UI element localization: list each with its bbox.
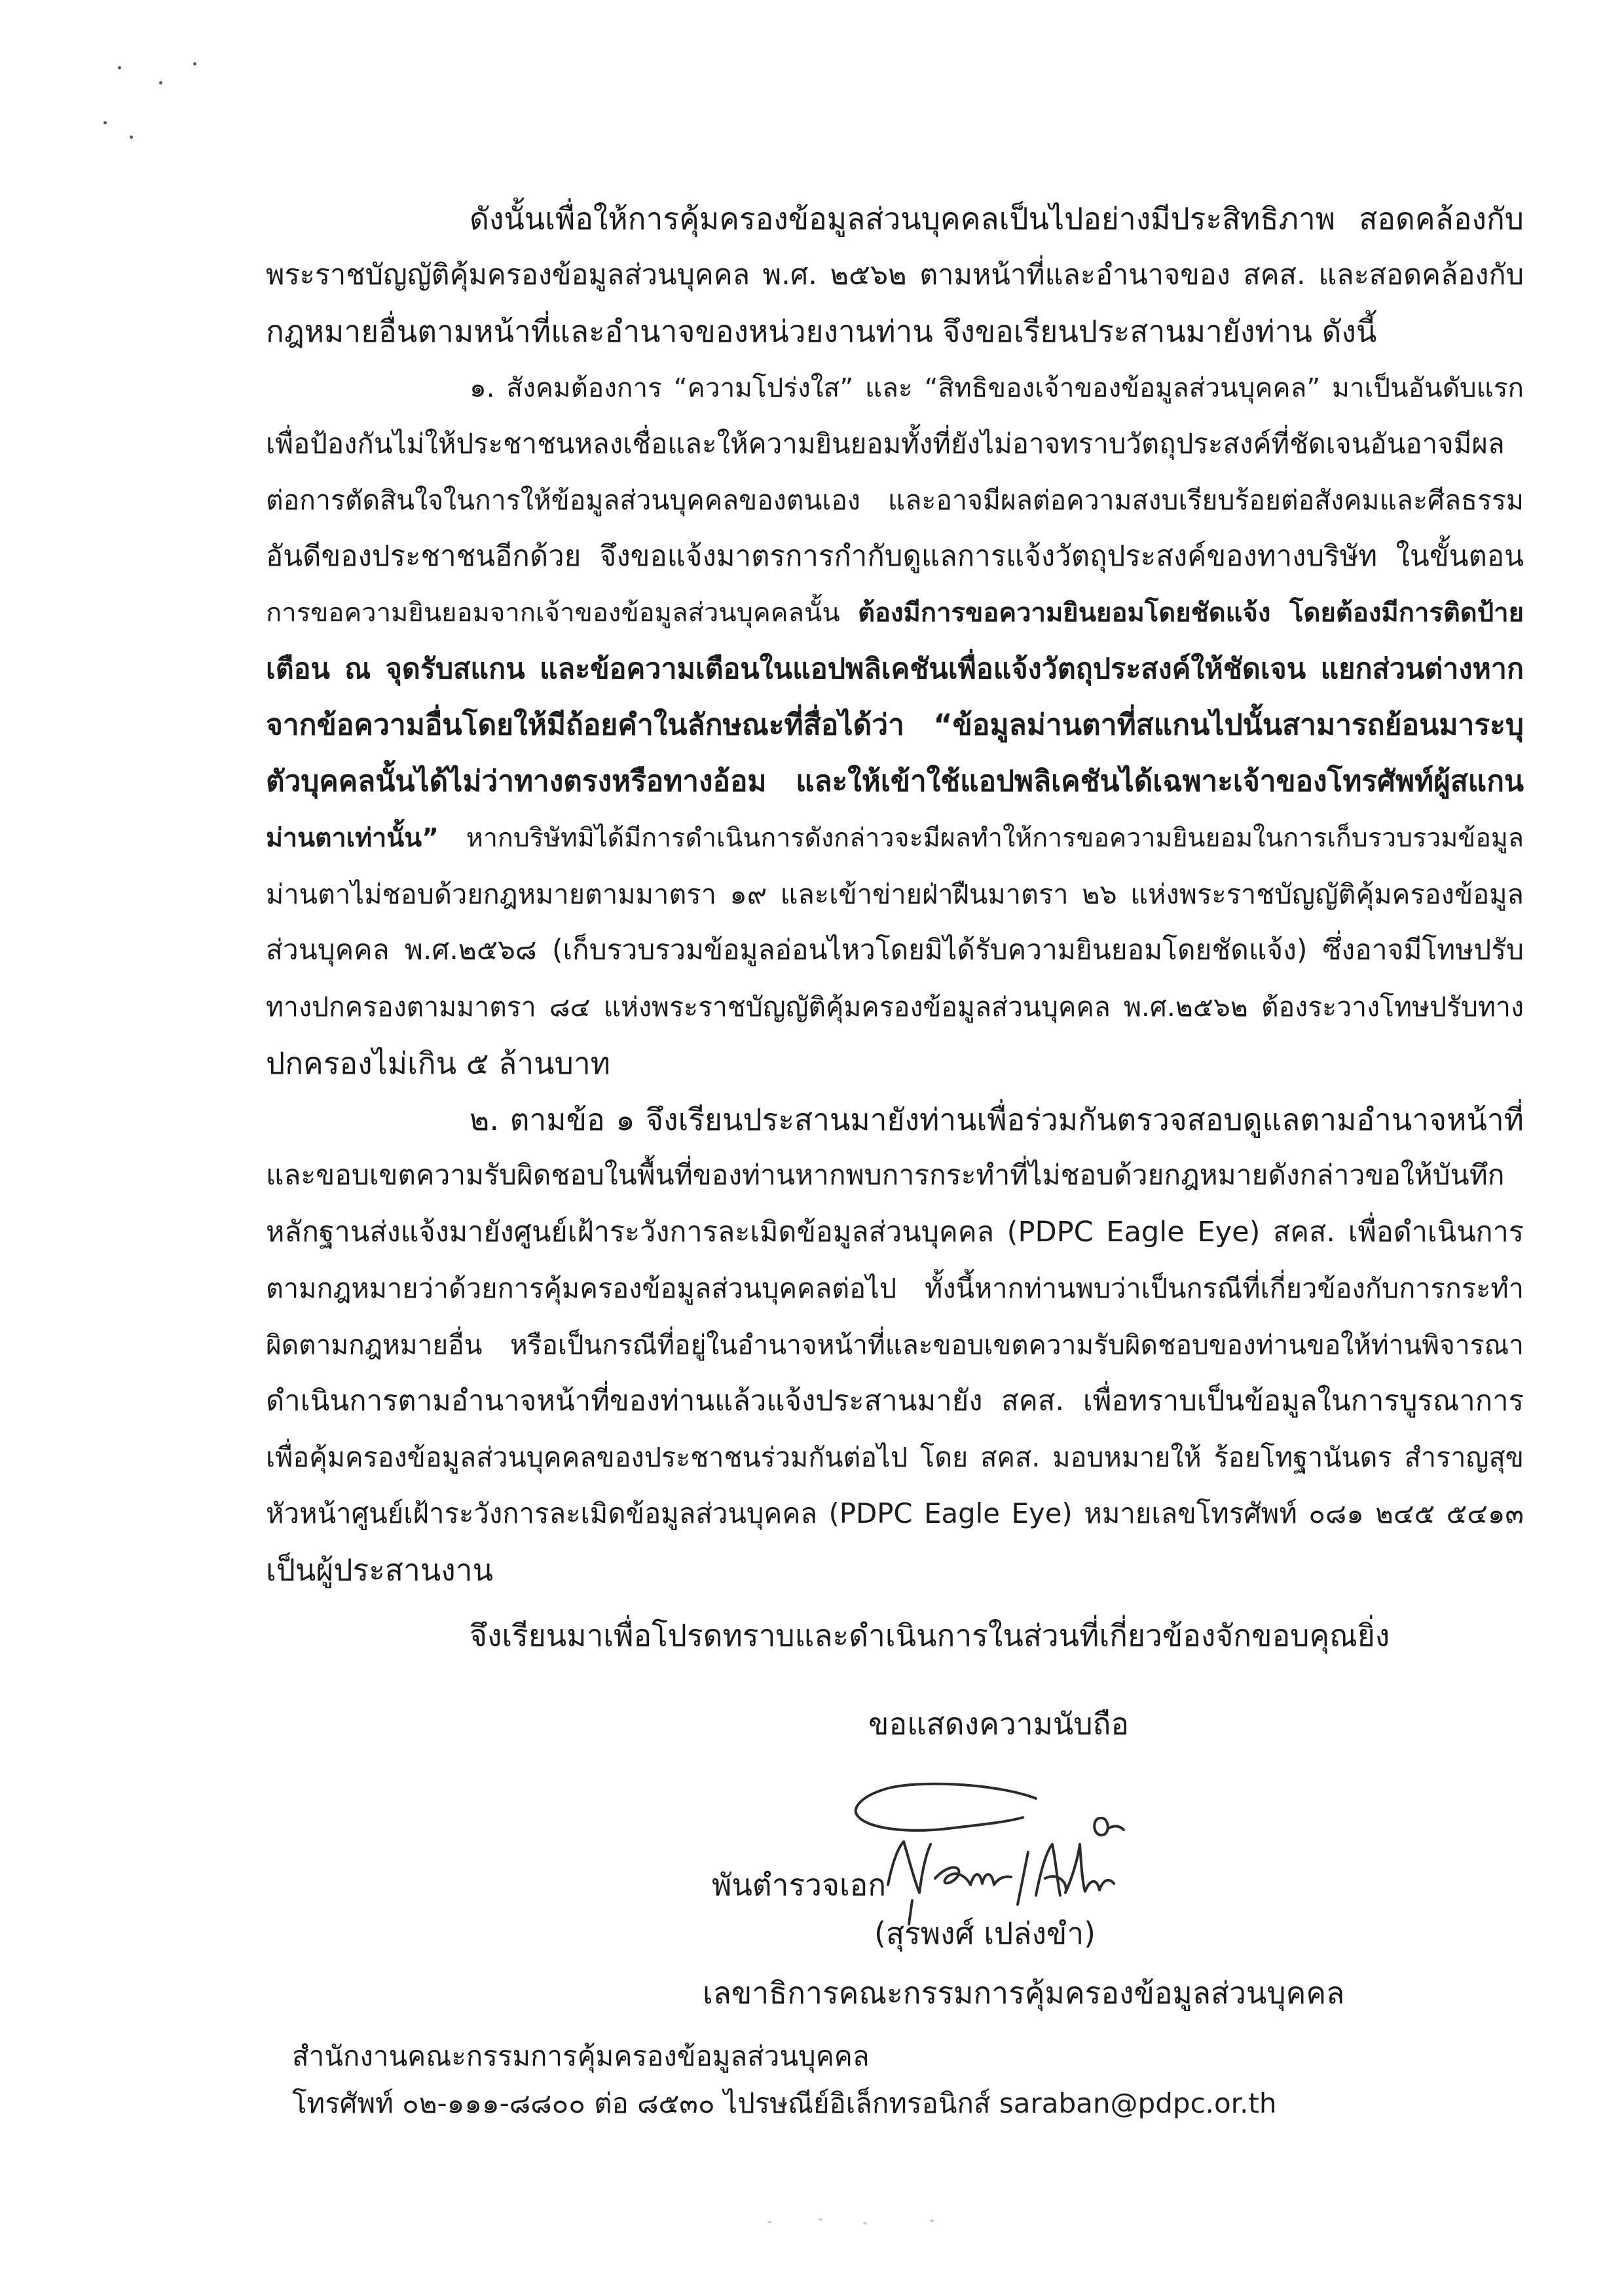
line-text: ส่วนบุคคล พ.ศ.๒๕๖๘ (เก็บรวบรวมข้อมูลอ่อนไหวโดยมิได้รับความยินยอมโดยชัดแจ้ง) ซึ่งอาจมีโทษปรับ <box>266 934 1524 966</box>
item-1-line-8 <box>266 754 1524 810</box>
line-text-bold: ต้องมีการขอความยินยอมโดยชัดแจ้ง โดยต้องมีการติดป้าย <box>858 598 1524 628</box>
line-text: ผิดตามกฎหมายอื่น หรือเป็นกรณีที่อยู่ในอำนาจหน้าที่และขอบเขตความรับผิดชอบของท่านขอให้ท่านพิจารณา <box>266 1329 1524 1360</box>
line-text: เพื่อคุ้มครองข้อมูลส่วนบุคคลของประชาชนร่วมกันต่อไป โดย สคส. มอบหมายให้ ร้อยโทฐานันดร สำราญสุข <box>266 1442 1524 1473</box>
scan-speck <box>130 136 133 139</box>
item-2-line-3 <box>266 1204 1524 1260</box>
line-text: เป็นผู้ประสานงาน <box>266 1552 494 1588</box>
faded-mark <box>930 2219 934 2222</box>
item-1-line-12 <box>266 979 1524 1035</box>
footer-office <box>292 2033 1274 2080</box>
item-2-line-7 <box>266 1429 1524 1485</box>
item-1-line-10 <box>266 866 1524 922</box>
line-text-bold: เตือน ณ จุดรับสแกน และข้อความเตือนในแอปพลิเคชันเพื่อแจ้งวัตถุประสงค์ให้ชัดเจน แยกส่วนต่างหาก <box>266 653 1524 685</box>
scan-speck <box>193 62 196 65</box>
scan-speck <box>159 81 162 84</box>
line-text-regular: การขอความยินยอมจากเจ้าของข้อมูลส่วนบุคคลนั้น <box>266 598 858 628</box>
item-2-line-1 <box>266 1091 1524 1148</box>
line-text: กฎหมายอื่นตามหน้าที่และอำนาจของหน่วยงานท่าน จึงขอเรียนประสานมายังท่าน ดังนี้ <box>266 314 1377 349</box>
line-text: หัวหน้าศูนย์เฝ้าระวังการละเมิดข้อมูลส่วนบุคคล (PDPC Eagle Eye) หมายเลขโทรศัพท์ ๐๘๑ ๒๔๕ ๕๔๑๓ <box>266 1497 1524 1529</box>
item-2-line-6 <box>266 1373 1524 1429</box>
line-text: ดำเนินการตามอำนาจหน้าที่ของท่านแล้วแจ้งประสานมายัง สคส. เพื่อทราบเป็นข้อมูลในการบูรณาการ <box>266 1385 1524 1417</box>
faded-mark <box>819 2218 822 2221</box>
signature-stroke <box>1036 1844 1114 1895</box>
item-1-line-7 <box>266 697 1524 754</box>
line-text: ต่อการตัดสินใจในการให้ข้อมูลส่วนบุคคลของตนเอง และอาจมีผลต่อความสงบเรียบร้อยต่อสังคมและศีลธรรม <box>266 484 1524 516</box>
item-2-line-4 <box>266 1260 1524 1317</box>
signature-stroke <box>935 1867 1011 1885</box>
faded-mark <box>863 2222 867 2225</box>
line-text: (สุรพงศ์ เปล่งขำ) <box>874 1916 1096 1951</box>
line-text: เลขาธิการคณะกรรมการคุ้มครองข้อมูลส่วนบุคคล <box>703 1975 1345 2011</box>
letter-body <box>266 191 1524 1598</box>
line-text <box>266 598 1524 628</box>
line-text: พระราชบัญญัติคุ้มครองข้อมูลส่วนบุคคล พ.ศ. ๒๕๖๒ ตามหน้าที่และอำนาจของ สคส. และสอดคล้องกับ <box>266 259 1524 291</box>
item-2-line-9 <box>266 1542 1524 1598</box>
line-text: ๑. สังคมต้องการ “ความโปร่งใส” และ “สิทธิของเจ้าของข้อมูลส่วนบุคคล” มาเป็นอันดับแรก <box>470 372 1524 403</box>
line-text-bold: จากข้อความอื่นโดยให้มีถ้อยคำในลักษณะที่สื่อได้ว่า “ข้อมูลม่านตาที่สแกนไปนั้นสามารถย้อนมาระบุ <box>266 708 1524 742</box>
signature-stroke <box>1094 1818 1124 1835</box>
item-1-line-3 <box>266 472 1524 528</box>
faded-mark <box>767 2221 771 2223</box>
item-1-line-9 <box>266 810 1524 866</box>
line-text: ทางปกครองตามมาตรา ๘๔ แห่งพระราชบัญญัติคุ้มครองข้อมูลส่วนบุคคล พ.ศ.๒๕๖๒ ต้องระวางโทษปรับทาง <box>266 991 1524 1023</box>
line-text: และขอบเขตความรับผิดชอบในพื้นที่ของท่านหากพบการกระทำที่ไม่ชอบด้วยกฎหมายดังกล่าวขอให้บันทึก <box>266 1159 1505 1192</box>
line-text: โทรศัพท์ ๐๒-๑๑๑-๘๘๐๐ ต่อ ๘๕๓๐ ไปรษณีย์อิเล็กทรอนิกส์ saraban@pdpc.or.th <box>292 2087 1277 2119</box>
line-text: ปกครองไม่เกิน ๕ ล้านบาท <box>266 1046 610 1081</box>
line-text: ๒. ตามข้อ ๑ จึงเรียนประสานมายังท่านเพื่อร่วมกันตรวจสอบดูแลตามอำนาจหน้าที่ <box>470 1102 1524 1137</box>
line-text-bold: ตัวบุคคลนั้นได้ไม่ว่าทางตรงหรือทางอ้อม และให้เข้าใช้แอปพลิเคชันได้เฉพาะเจ้าของโทรศัพท์ผู้สแกน <box>266 765 1524 798</box>
line-text: สำนักงานคณะกรรมการคุ้มครองข้อมูลส่วนบุคคล <box>292 2040 870 2072</box>
line-text: ตามกฎหมายว่าด้วยการคุ้มครองข้อมูลส่วนบุคคลต่อไป ทั้งนี้หากท่านพบว่าเป็นกรณีที่เกี่ยวข้องกับการกระทำ <box>266 1273 1524 1304</box>
line-text: อันดีของประชาชนอีกด้วย จึงขอแจ้งมาตรการกำกับดูแลการแจ้งวัตถุประสงค์ของทางบริษัท ในขั้นตอน <box>266 539 1524 573</box>
complimentary-close <box>868 1696 1523 1752</box>
signature-stroke <box>856 1784 1036 1831</box>
scan-speck <box>118 66 121 69</box>
item-1-line-13 <box>266 1035 1524 1091</box>
item-1-line-2 <box>266 416 1524 472</box>
line-text-regular: หากบริษัทมิได้มีการดำเนินการดังกล่าวจะมีผลทำให้การขอความยินยอมในการเก็บรวบรวมข้อมูล <box>439 823 1524 853</box>
intro-line-1 <box>266 191 1524 247</box>
closing-sentence <box>470 1607 1517 1664</box>
scan-speck <box>103 121 107 124</box>
line-text: หลักฐานส่งแจ้งมายังศูนย์เฝ้าระวังการละเมิดข้อมูลส่วนบุคคล (PDPC Eagle Eye) สคส. เพื่อดำเนินการ <box>266 1216 1524 1248</box>
intro-line-3 <box>266 303 1524 359</box>
signatory-name <box>874 1905 1398 1961</box>
line-text: เพื่อป้องกันไม่ให้ประชาชนหลงเชื่อและให้ความยินยอมทั้งที่ยังไม่อาจทราบวัตถุประสงค์ที่ชัดเจนอันอาจมีผล <box>266 428 1505 460</box>
line-text <box>266 823 1524 853</box>
signatory-position <box>703 1965 1521 2021</box>
line-text: ม่านตาไม่ชอบด้วยกฎหมายตามมาตรา ๑๙ และเข้าข่ายฝ่าฝืนมาตรา ๒๖ แห่งพระราชบัญญัติคุ้มครองข้อมูล <box>266 878 1524 910</box>
line-text-bold: ม่านตาเท่านั้น” <box>266 823 439 853</box>
line-text: ขอแสดงความนับถือ <box>868 1706 1130 1741</box>
footer-contact <box>292 2080 1340 2127</box>
item-1-line-1 <box>266 359 1524 416</box>
line-text: จึงเรียนมาเพื่อโปรดทราบและดำเนินการในส่วนที่เกี่ยวข้องจักขอบคุณยิ่ง <box>470 1618 1390 1653</box>
item-2-line-5 <box>266 1317 1524 1373</box>
item-2-line-2 <box>266 1148 1524 1204</box>
line-text: ดังนั้นเพื่อให้การคุ้มครองข้อมูลส่วนบุคคลเป็นไปอย่างมีประสิทธิภาพ สอดคล้องกับ <box>470 201 1524 236</box>
item-1-line-5 <box>266 585 1524 641</box>
item-1-line-11 <box>266 922 1524 979</box>
intro-line-2 <box>266 247 1524 303</box>
signature-stroke <box>1018 1852 1028 1904</box>
item-1-line-6 <box>266 641 1524 697</box>
line-text: พันตำรวจเอก <box>712 1867 887 1903</box>
item-1-line-4 <box>266 528 1524 585</box>
item-2-line-8 <box>266 1485 1524 1542</box>
